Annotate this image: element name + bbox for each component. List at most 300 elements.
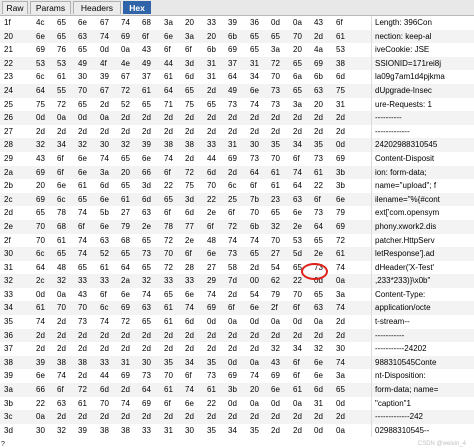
hex-byte[interactable]: 0d	[293, 317, 302, 327]
hex-byte[interactable]: 73	[228, 99, 237, 109]
hex-byte[interactable]: 0a	[336, 276, 345, 286]
hex-byte[interactable]: 2d	[228, 344, 237, 354]
hex-byte[interactable]: 6e	[314, 371, 323, 381]
hex-byte[interactable]: 2d	[207, 126, 216, 136]
hex-byte[interactable]: 2d	[121, 113, 130, 123]
hex-byte[interactable]: 61	[207, 385, 216, 395]
hex-byte[interactable]: 33	[100, 276, 109, 286]
hex-byte[interactable]: 33	[207, 18, 216, 27]
hex-byte[interactable]: 74	[100, 317, 109, 327]
hex-byte[interactable]: 53	[57, 58, 66, 68]
hex-byte[interactable]: 68	[142, 18, 151, 27]
hex-byte[interactable]: 73	[142, 249, 151, 259]
hex-byte[interactable]: 67	[121, 72, 130, 82]
hex-row[interactable]	[0, 383, 474, 397]
hex-byte[interactable]: 72	[336, 235, 345, 245]
hex-byte[interactable]: 6e	[36, 371, 45, 381]
hex-row[interactable]	[0, 356, 474, 370]
hex-byte[interactable]: 64	[164, 85, 173, 95]
hex-byte[interactable]: 37	[228, 58, 237, 68]
hex-byte[interactable]: 70	[250, 208, 259, 218]
hex-byte[interactable]: 0a	[100, 113, 109, 123]
hex-byte[interactable]: 44	[100, 371, 109, 381]
hex-byte[interactable]: 6e	[78, 18, 87, 27]
hex-byte[interactable]: 0d	[228, 398, 237, 408]
hex-byte[interactable]: 2d	[100, 344, 109, 354]
hex-byte[interactable]: 74	[336, 262, 345, 272]
hex-byte[interactable]: 20	[250, 385, 259, 395]
hex-byte[interactable]: 2e	[185, 235, 194, 245]
hex-byte[interactable]: 0d	[100, 45, 109, 55]
hex-byte[interactable]: 73	[142, 371, 151, 381]
hex-byte[interactable]: 6f	[185, 45, 192, 55]
hex-byte[interactable]: 0a	[293, 18, 302, 27]
hex-byte[interactable]: 0a	[121, 45, 130, 55]
hex-row[interactable]	[0, 152, 474, 166]
hex-byte[interactable]: 68	[121, 235, 130, 245]
hex-byte[interactable]: 73	[78, 317, 87, 327]
hex-byte[interactable]: 2d	[164, 113, 173, 123]
hex-byte[interactable]: 2d	[228, 330, 237, 340]
hex-byte[interactable]: 63	[293, 194, 302, 204]
hex-byte[interactable]: 73	[314, 153, 323, 163]
hex-byte[interactable]: 31	[250, 58, 259, 68]
hex-byte[interactable]: 0d	[336, 398, 345, 408]
hex-byte[interactable]: 6d	[207, 167, 216, 177]
hex-byte[interactable]: 52	[100, 249, 109, 259]
hex-row[interactable]	[0, 274, 474, 288]
hex-byte[interactable]: 61	[271, 167, 280, 177]
hex-byte[interactable]: 3d	[185, 194, 194, 204]
hex-byte[interactable]: 69	[36, 45, 45, 55]
hex-byte[interactable]: 6d	[100, 181, 109, 191]
hex-byte[interactable]: 3a	[185, 31, 194, 41]
hex-byte[interactable]: 2d	[314, 330, 323, 340]
hex-byte[interactable]: 72	[121, 317, 130, 327]
hex-byte[interactable]: 38	[164, 140, 173, 150]
hex-byte[interactable]: 6f	[293, 303, 300, 313]
hex-byte[interactable]: 2d	[336, 113, 345, 123]
hex-byte[interactable]: 35	[271, 140, 280, 150]
hex-byte[interactable]: 0a	[250, 357, 259, 367]
hex-byte[interactable]: 70	[164, 371, 173, 381]
hex-byte[interactable]: 0d	[36, 113, 45, 123]
hex-byte[interactable]: 38	[78, 357, 87, 367]
hex-byte[interactable]: 20	[293, 45, 302, 55]
hex-byte[interactable]: 2d	[36, 126, 45, 136]
hex-row[interactable]	[0, 315, 474, 329]
hex-byte[interactable]: 5b	[100, 208, 109, 218]
hex-byte[interactable]: 2d	[57, 330, 66, 340]
hex-byte[interactable]: 38	[336, 58, 345, 68]
hex-byte[interactable]: 4f	[100, 58, 107, 68]
hex-byte[interactable]: 78	[164, 221, 173, 231]
hex-byte[interactable]: 70	[36, 235, 45, 245]
hex-row[interactable]	[0, 220, 474, 234]
hex-byte[interactable]: 36	[250, 18, 259, 27]
hex-byte[interactable]: 65	[250, 249, 259, 259]
hex-byte[interactable]: 32	[271, 344, 280, 354]
hex-byte[interactable]: 7b	[250, 194, 259, 204]
hex-byte[interactable]: 6e	[100, 221, 109, 231]
hex-byte[interactable]: 69	[121, 303, 130, 313]
hex-row[interactable]	[0, 166, 474, 180]
hex-byte[interactable]: 54	[271, 262, 280, 272]
hex-byte[interactable]: 53	[336, 45, 345, 55]
hex-byte[interactable]: 73	[271, 99, 280, 109]
hex-byte[interactable]: 61	[164, 72, 173, 82]
hex-byte[interactable]: 73	[314, 208, 323, 218]
hex-byte[interactable]: 31	[207, 58, 216, 68]
hex-byte[interactable]: 39	[78, 425, 87, 435]
hex-byte[interactable]: 74	[78, 249, 87, 259]
hex-byte[interactable]: 38	[100, 425, 109, 435]
hex-byte[interactable]: 34	[250, 72, 259, 82]
hex-byte[interactable]: 3a	[271, 45, 280, 55]
hex-byte[interactable]: 2d	[250, 262, 259, 272]
hex-byte[interactable]: 58	[228, 262, 237, 272]
hex-byte[interactable]: 74	[250, 371, 259, 381]
hex-byte[interactable]: 6c	[36, 72, 45, 82]
hex-byte[interactable]: 67	[100, 18, 109, 27]
hex-byte[interactable]: 2d	[100, 330, 109, 340]
hex-byte[interactable]: 65	[207, 99, 216, 109]
hex-byte[interactable]: 3d	[142, 181, 151, 191]
hex-byte[interactable]: 72	[228, 221, 237, 231]
hex-row[interactable]	[0, 342, 474, 356]
ascii-text[interactable]: ext['com.opensym	[371, 206, 472, 220]
ascii-text[interactable]: letResponse'].ad	[371, 247, 472, 261]
hex-byte[interactable]: 61	[142, 85, 151, 95]
hex-byte[interactable]: 63	[78, 31, 87, 41]
hex-byte[interactable]: 3d	[185, 58, 194, 68]
hex-byte[interactable]: 32	[78, 140, 87, 150]
hex-byte[interactable]: 32	[57, 276, 66, 286]
hex-byte[interactable]: 2d	[78, 412, 87, 422]
hex-byte[interactable]: 74	[78, 208, 87, 218]
hex-byte[interactable]: 20	[36, 181, 45, 191]
hex-byte[interactable]: 75	[185, 181, 194, 191]
hex-byte[interactable]: 6d	[185, 72, 194, 82]
hex-byte[interactable]: 43	[314, 18, 323, 27]
hex-byte[interactable]: 39	[100, 72, 109, 82]
hex-byte[interactable]: 6f	[78, 221, 85, 231]
hex-byte[interactable]: 6a	[293, 72, 302, 82]
ascii-text[interactable]: application/octe	[371, 301, 472, 315]
hex-row[interactable]	[0, 410, 474, 424]
hex-byte[interactable]: 33	[100, 357, 109, 367]
hex-byte[interactable]: 49	[228, 85, 237, 95]
hex-byte[interactable]: 53	[36, 58, 45, 68]
hex-byte[interactable]: 70	[78, 303, 87, 313]
hex-row[interactable]	[0, 111, 474, 125]
hex-byte[interactable]: 6d	[336, 72, 345, 82]
ascii-text[interactable]: ----------	[371, 111, 472, 125]
hex-row[interactable]	[0, 261, 474, 275]
ascii-text[interactable]: dHeader('X-Test'	[371, 261, 472, 275]
hex-byte[interactable]: 0a	[36, 412, 45, 422]
hex-byte[interactable]: 2d	[271, 412, 280, 422]
ascii-text[interactable]: Content-Disposit	[371, 152, 472, 166]
hex-byte[interactable]: 32	[36, 140, 45, 150]
hex-byte[interactable]: 65	[293, 85, 302, 95]
hex-byte[interactable]: 6b	[250, 221, 259, 231]
hex-byte[interactable]: 2d	[78, 126, 87, 136]
hex-byte[interactable]: 20	[207, 31, 216, 41]
ascii-text[interactable]: t-stream--	[371, 315, 472, 329]
ascii-text[interactable]: ion: form-data;	[371, 166, 472, 180]
hex-byte[interactable]: 6e	[293, 208, 302, 218]
hex-byte[interactable]: 49	[78, 58, 87, 68]
hex-byte[interactable]: 73	[271, 85, 280, 95]
hex-byte[interactable]: 6f	[228, 303, 235, 313]
hex-byte[interactable]: 2d	[78, 330, 87, 340]
hex-byte[interactable]: 2c	[36, 276, 45, 286]
hex-byte[interactable]: 2d	[36, 330, 45, 340]
hex-byte[interactable]: 2d	[207, 344, 216, 354]
hex-byte[interactable]: 69	[142, 398, 151, 408]
hex-byte[interactable]: 30	[100, 140, 109, 150]
hex-byte[interactable]: 6e	[142, 153, 151, 163]
hex-byte[interactable]: 2a	[121, 276, 130, 286]
hex-byte[interactable]: 2d	[57, 344, 66, 354]
ascii-text[interactable]: -----------	[371, 329, 472, 343]
hex-byte[interactable]: 70	[271, 235, 280, 245]
hex-byte[interactable]: 6d	[314, 385, 323, 395]
hex-byte[interactable]: 2d	[100, 412, 109, 422]
hex-byte[interactable]: 6f	[142, 31, 149, 41]
hex-byte[interactable]: 0d	[250, 317, 259, 327]
hex-byte[interactable]: 7d	[228, 276, 237, 286]
hex-byte[interactable]: 0a	[271, 317, 280, 327]
hex-byte[interactable]: 6f	[250, 181, 257, 191]
hex-byte[interactable]: 75	[185, 99, 194, 109]
hex-byte[interactable]: 70	[36, 221, 45, 231]
hex-byte[interactable]: 69	[121, 31, 130, 41]
hex-byte[interactable]: 3a	[336, 289, 345, 299]
hex-byte[interactable]: 2d	[250, 113, 259, 123]
hex-byte[interactable]: 2d	[36, 344, 45, 354]
hex-byte[interactable]: 6c	[228, 181, 237, 191]
ascii-text[interactable]: la09g7am1d4pjkma	[371, 70, 472, 84]
hex-byte[interactable]: 69	[228, 45, 237, 55]
hex-byte[interactable]: 39	[142, 140, 151, 150]
hex-byte[interactable]: 73	[314, 262, 323, 272]
hex-byte[interactable]: 74	[78, 235, 87, 245]
hex-byte[interactable]: 61	[336, 31, 345, 41]
hex-byte[interactable]: 25	[228, 194, 237, 204]
hex-byte[interactable]: 4e	[121, 58, 130, 68]
hex-byte[interactable]: 63	[100, 235, 109, 245]
hex-byte[interactable]: 69	[121, 371, 130, 381]
hex-byte[interactable]: 61	[78, 181, 87, 191]
hex-byte[interactable]: 65	[314, 289, 323, 299]
hex-byte[interactable]: 6e	[57, 181, 66, 191]
hex-byte[interactable]: 64	[36, 85, 45, 95]
hex-byte[interactable]: 00	[250, 276, 259, 286]
hex-byte[interactable]: 73	[250, 153, 259, 163]
hex-byte[interactable]: 31	[314, 398, 323, 408]
hex-byte[interactable]: 2d	[100, 126, 109, 136]
hex-byte[interactable]: 2d	[228, 113, 237, 123]
hex-byte[interactable]: 65	[142, 99, 151, 109]
hex-byte[interactable]: 6f	[293, 153, 300, 163]
hex-byte[interactable]: 70	[271, 153, 280, 163]
hex-byte[interactable]: 39	[228, 18, 237, 27]
tab-raw[interactable]: Raw	[2, 1, 28, 14]
hex-byte[interactable]: 65	[164, 289, 173, 299]
hex-byte[interactable]: 2d	[57, 412, 66, 422]
hex-byte[interactable]: 2d	[185, 113, 194, 123]
hex-byte[interactable]: 2d	[142, 113, 151, 123]
hex-byte[interactable]: 3b	[228, 385, 237, 395]
hex-byte[interactable]: 2d	[121, 344, 130, 354]
hex-byte[interactable]: 72	[78, 385, 87, 395]
ascii-text[interactable]: ,233*233)}\x0b"	[371, 274, 472, 288]
hex-byte[interactable]: 64	[250, 167, 259, 177]
hex-row[interactable]	[0, 424, 474, 438]
ascii-text[interactable]: ure-Requests: 1	[371, 98, 472, 112]
hex-byte[interactable]: 71	[164, 99, 173, 109]
hex-byte[interactable]: 35	[207, 357, 216, 367]
hex-byte[interactable]: 70	[78, 85, 87, 95]
ascii-text[interactable]: patcher.HttpServ	[371, 234, 472, 248]
hex-byte[interactable]: 6f	[164, 208, 171, 218]
hex-byte[interactable]: 32	[142, 276, 151, 286]
hex-byte[interactable]: 2f	[271, 303, 278, 313]
ascii-text[interactable]: form-data; name=	[371, 383, 472, 397]
hex-row[interactable]	[0, 57, 474, 71]
hex-row[interactable]	[0, 98, 474, 112]
hex-byte[interactable]: 67	[100, 85, 109, 95]
hex-byte[interactable]: 2d	[314, 31, 323, 41]
hex-row[interactable]	[0, 193, 474, 207]
hex-byte[interactable]: 66	[36, 385, 45, 395]
hex-byte[interactable]: 3a	[100, 167, 109, 177]
hex-byte[interactable]: 2d	[250, 330, 259, 340]
hex-byte[interactable]: 2d	[185, 153, 194, 163]
hex-byte[interactable]: 6e	[78, 153, 87, 163]
hex-row[interactable]	[0, 43, 474, 57]
hex-byte[interactable]: 0d	[271, 18, 280, 27]
hex-byte[interactable]: 6e	[250, 85, 259, 95]
hex-byte[interactable]: 72	[121, 85, 130, 95]
hex-byte[interactable]: 23	[271, 194, 280, 204]
ascii-text[interactable]: -------------242	[371, 410, 472, 424]
hex-byte[interactable]: 0a	[57, 289, 66, 299]
hex-byte[interactable]: 54	[250, 289, 259, 299]
hex-byte[interactable]: 65	[142, 262, 151, 272]
hex-byte[interactable]: 64	[36, 262, 45, 272]
hex-byte[interactable]: 65	[250, 45, 259, 55]
hex-byte[interactable]: 34	[228, 425, 237, 435]
hex-byte[interactable]: 65	[271, 31, 280, 41]
hex-byte[interactable]: 61	[36, 303, 45, 313]
hex-byte[interactable]: 44	[164, 58, 173, 68]
hex-byte[interactable]: 6b	[207, 45, 216, 55]
hex-byte[interactable]: 63	[57, 398, 66, 408]
hex-byte[interactable]: 22	[36, 398, 45, 408]
hex-byte[interactable]: 6c	[57, 194, 66, 204]
hex-row[interactable]	[0, 30, 474, 44]
hex-byte[interactable]: 3a	[336, 371, 345, 381]
hex-byte[interactable]: 2d	[142, 126, 151, 136]
hex-byte[interactable]: 2d	[336, 330, 345, 340]
hex-byte[interactable]: 65	[78, 194, 87, 204]
hex-byte[interactable]: 70	[57, 303, 66, 313]
hex-row[interactable]	[0, 369, 474, 383]
hex-byte[interactable]: 6f	[336, 18, 343, 27]
hex-byte[interactable]: 6e	[185, 289, 194, 299]
hex-byte[interactable]: 2d	[121, 385, 130, 395]
hex-byte[interactable]: 2d	[185, 330, 194, 340]
hex-byte[interactable]: 64	[293, 181, 302, 191]
hex-row[interactable]	[0, 125, 474, 139]
hex-byte[interactable]: 70	[293, 289, 302, 299]
hex-byte[interactable]: 0d	[228, 357, 237, 367]
hex-byte[interactable]: 0a	[57, 113, 66, 123]
hex-byte[interactable]: 70	[293, 31, 302, 41]
hex-row[interactable]	[0, 179, 474, 193]
hex-byte[interactable]: 2e	[293, 221, 302, 231]
hex-byte[interactable]: 61	[164, 317, 173, 327]
hex-byte[interactable]: 2d	[293, 113, 302, 123]
hex-byte[interactable]: 61	[57, 72, 66, 82]
ascii-text[interactable]: nection: keep-al	[371, 30, 472, 44]
hex-byte[interactable]: 33	[185, 276, 194, 286]
hex-byte[interactable]: 2d	[185, 126, 194, 136]
hex-byte[interactable]: 6f	[293, 357, 300, 367]
hex-byte[interactable]: 6f	[57, 167, 64, 177]
hex-byte[interactable]: 20	[121, 167, 130, 177]
hex-row[interactable]	[0, 288, 474, 302]
hex-byte[interactable]: 2d	[250, 412, 259, 422]
ascii-text[interactable]: SSIONID=171rei8j	[371, 57, 472, 71]
hex-byte[interactable]: 6f	[314, 194, 321, 204]
hex-byte[interactable]: 74	[250, 235, 259, 245]
hex-byte[interactable]: 65	[121, 249, 130, 259]
hex-byte[interactable]: 35	[164, 357, 173, 367]
hex-byte[interactable]: 63	[142, 208, 151, 218]
hex-byte[interactable]: 35	[314, 140, 323, 150]
hex-byte[interactable]: 61	[293, 385, 302, 395]
hex-byte[interactable]: 0a	[250, 398, 259, 408]
hex-byte[interactable]: 31	[164, 425, 173, 435]
ascii-text[interactable]: 988310545Conte	[371, 356, 472, 370]
hex-byte[interactable]: 6e	[78, 167, 87, 177]
hex-byte[interactable]: 72	[185, 167, 194, 177]
hex-byte[interactable]: 62	[271, 276, 280, 286]
hex-byte[interactable]: 0d	[314, 425, 323, 435]
hex-byte[interactable]: 78	[57, 208, 66, 218]
hex-byte[interactable]: 2d	[78, 371, 87, 381]
hex-byte[interactable]: 74	[36, 317, 45, 327]
ascii-text[interactable]: -----------24202	[371, 342, 472, 356]
hex-byte[interactable]: 22	[164, 181, 173, 191]
hex-byte[interactable]: 2d	[250, 344, 259, 354]
hex-byte[interactable]: 6d	[185, 208, 194, 218]
tab-hex[interactable]: Hex	[123, 1, 151, 14]
hex-byte[interactable]: 6e	[314, 357, 323, 367]
hex-row[interactable]	[0, 234, 474, 248]
hex-byte[interactable]: 72	[164, 235, 173, 245]
hex-byte[interactable]: 2d	[314, 412, 323, 422]
hex-byte[interactable]: 6b	[314, 72, 323, 82]
hex-row[interactable]	[0, 397, 474, 411]
hex-byte[interactable]: 6f	[57, 385, 64, 395]
hex-row[interactable]	[0, 70, 474, 84]
hex-byte[interactable]: 2d	[271, 126, 280, 136]
